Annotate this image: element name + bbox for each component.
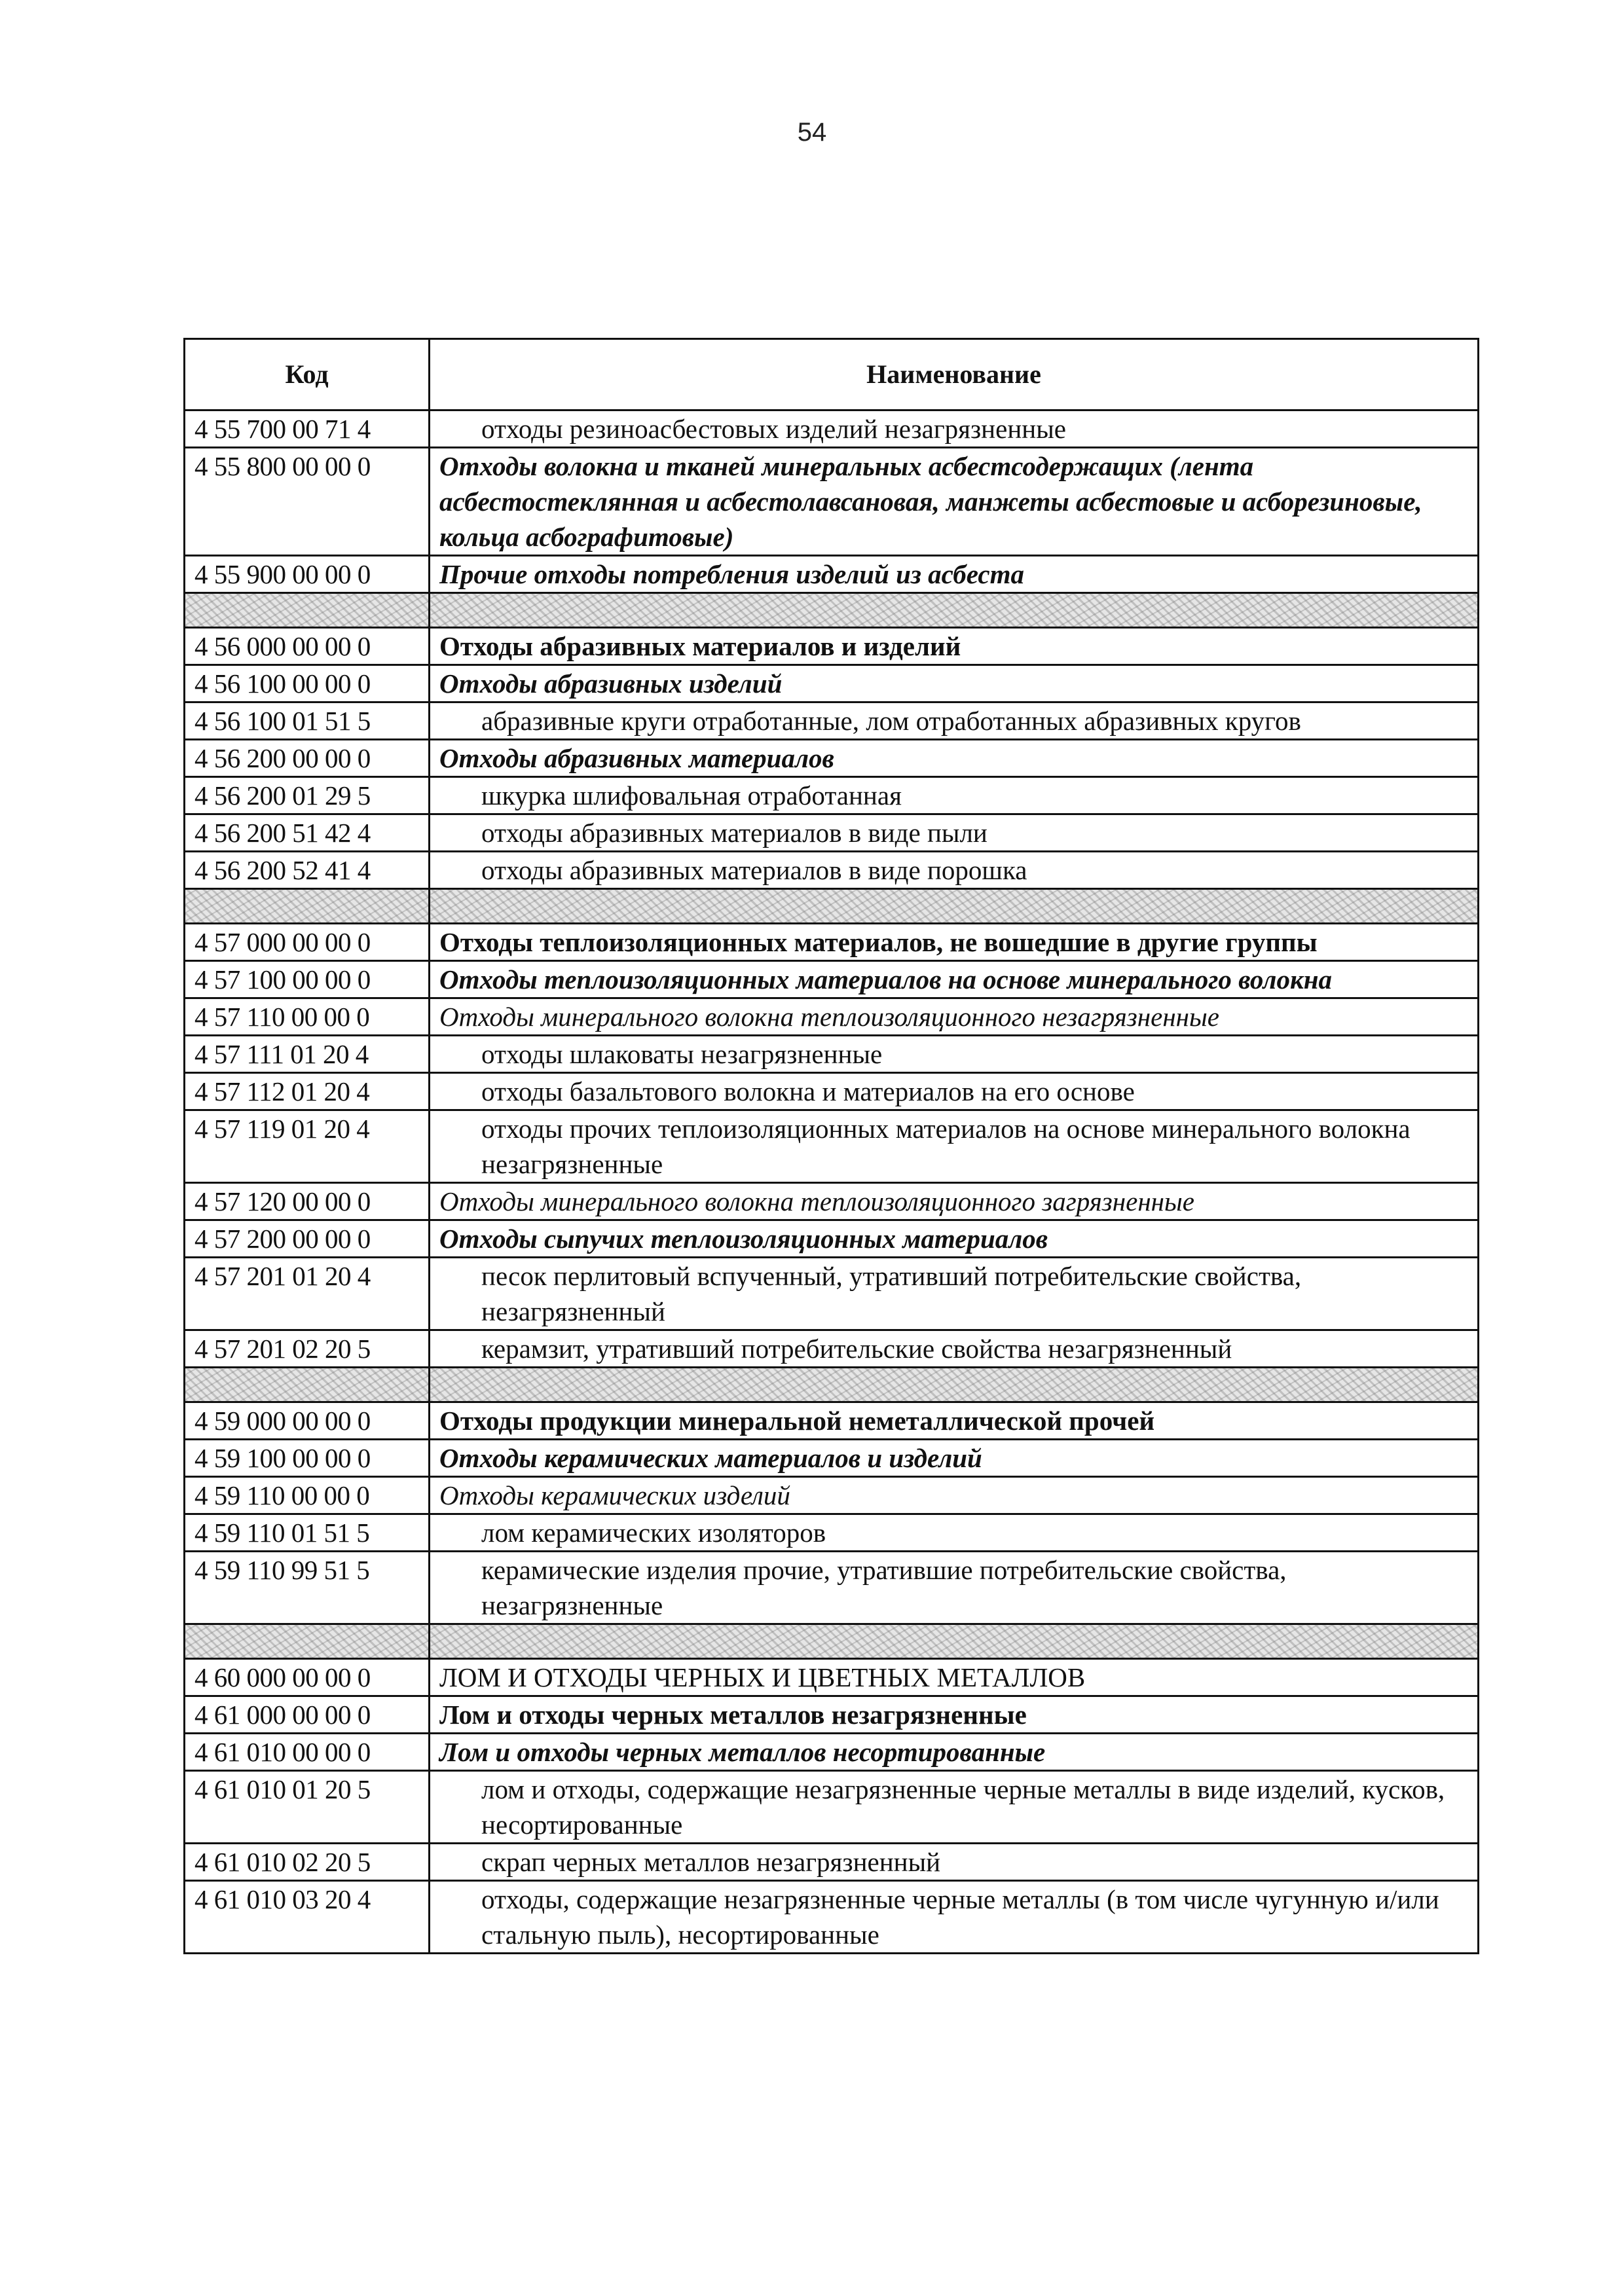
code-cell: 4 61 010 00 00 0 xyxy=(185,1734,430,1771)
table-row xyxy=(185,1696,1479,1734)
table-row xyxy=(185,410,1479,448)
name-cell: отходы абразивных материалов в виде пыли xyxy=(430,814,1479,852)
table-row xyxy=(185,556,1479,593)
table-row xyxy=(185,1440,1479,1477)
code-cell: 4 57 119 01 20 4 xyxy=(185,1110,430,1183)
code-cell: 4 57 110 00 00 0 xyxy=(185,998,430,1036)
code-cell: 4 61 000 00 00 0 xyxy=(185,1696,430,1734)
name-cell: Прочие отходы потребления изделий из асбеста xyxy=(430,556,1479,593)
name-cell: Отходы волокна и тканей минеральных асбестсодержащих (лента асбестостеклянная и асбестолавсановая, манжеты асбестовые и асборезиновые, кольца асбографитовые) xyxy=(430,448,1479,556)
table-row xyxy=(185,1036,1479,1073)
name-cell: Отходы абразивных материалов и изделий xyxy=(430,628,1479,665)
table-row xyxy=(185,1110,1479,1183)
code-cell: 4 55 800 00 00 0 xyxy=(185,448,430,556)
code-cell xyxy=(185,1624,430,1659)
table-row xyxy=(185,961,1479,998)
table-row xyxy=(185,924,1479,961)
waste-classification-table xyxy=(183,338,1479,1954)
code-cell: 4 57 100 00 00 0 xyxy=(185,961,430,998)
separator-row xyxy=(185,1368,1479,1402)
name-cell: Отходы абразивных изделий xyxy=(430,665,1479,702)
table-row xyxy=(185,1258,1479,1330)
name-cell: песок перлитовый вспученный, утративший потребительские свойства, незагрязненный xyxy=(430,1258,1479,1330)
name-cell: лом керамических изоляторов xyxy=(430,1514,1479,1552)
name-cell: лом и отходы, содержащие незагрязненные черные металлы в виде изделий, кусков, несортированные xyxy=(430,1771,1479,1844)
table-header-row xyxy=(185,339,1479,410)
table-body xyxy=(185,410,1479,1954)
code-cell: 4 57 111 01 20 4 xyxy=(185,1036,430,1073)
name-cell: Лом и отходы черных металлов несортированные xyxy=(430,1734,1479,1771)
code-cell: 4 55 700 00 71 4 xyxy=(185,410,430,448)
name-cell xyxy=(430,1624,1479,1659)
separator-row xyxy=(185,889,1479,924)
column-header-name: Наименование xyxy=(430,339,1479,410)
table-row xyxy=(185,1844,1479,1881)
code-cell: 4 59 110 01 51 5 xyxy=(185,1514,430,1552)
table-row xyxy=(185,1183,1479,1220)
table-row xyxy=(185,1477,1479,1514)
table-row xyxy=(185,740,1479,777)
code-cell: 4 59 100 00 00 0 xyxy=(185,1440,430,1477)
table-row xyxy=(185,998,1479,1036)
code-cell: 4 61 010 02 20 5 xyxy=(185,1844,430,1881)
name-cell: отходы базальтового волокна и материалов на его основе xyxy=(430,1073,1479,1110)
table-row xyxy=(185,1330,1479,1368)
table-row xyxy=(185,628,1479,665)
table-row xyxy=(185,1771,1479,1844)
table-row xyxy=(185,665,1479,702)
code-cell xyxy=(185,593,430,628)
code-cell: 4 61 010 01 20 5 xyxy=(185,1771,430,1844)
name-cell: Отходы абразивных материалов xyxy=(430,740,1479,777)
table-row xyxy=(185,852,1479,889)
name-cell: отходы, содержащие незагрязненные черные металлы (в том числе чугунную и/или стальную пыль), несортированные xyxy=(430,1881,1479,1954)
name-cell: Отходы теплоизоляционных материалов на основе минерального волокна xyxy=(430,961,1479,998)
code-cell: 4 60 000 00 00 0 xyxy=(185,1659,430,1696)
table-row xyxy=(185,1552,1479,1624)
code-cell: 4 57 201 01 20 4 xyxy=(185,1258,430,1330)
name-cell xyxy=(430,1368,1479,1402)
name-cell: Отходы минерального волокна теплоизоляционного загрязненные xyxy=(430,1183,1479,1220)
code-cell: 4 59 110 99 51 5 xyxy=(185,1552,430,1624)
name-cell: отходы абразивных материалов в виде порошка xyxy=(430,852,1479,889)
code-cell: 4 59 110 00 00 0 xyxy=(185,1477,430,1514)
code-cell: 4 56 100 00 00 0 xyxy=(185,665,430,702)
code-cell: 4 57 112 01 20 4 xyxy=(185,1073,430,1110)
table-row xyxy=(185,777,1479,814)
table-row xyxy=(185,1514,1479,1552)
name-cell: Отходы теплоизоляционных материалов, не вошедшие в другие группы xyxy=(430,924,1479,961)
page-number: 54 xyxy=(797,118,827,147)
name-cell: отходы шлаковаты незагрязненные xyxy=(430,1036,1479,1073)
table-row xyxy=(185,1881,1479,1954)
code-cell xyxy=(185,1368,430,1402)
name-cell: керамзит, утративший потребительские свойства незагрязненный xyxy=(430,1330,1479,1368)
code-cell: 4 56 000 00 00 0 xyxy=(185,628,430,665)
table-row xyxy=(185,1659,1479,1696)
code-cell: 4 61 010 03 20 4 xyxy=(185,1881,430,1954)
code-cell: 4 56 200 01 29 5 xyxy=(185,777,430,814)
name-cell: отходы резиноасбестовых изделий незагрязненные xyxy=(430,410,1479,448)
code-cell: 4 57 200 00 00 0 xyxy=(185,1220,430,1258)
table-row xyxy=(185,702,1479,740)
code-cell: 4 57 201 02 20 5 xyxy=(185,1330,430,1368)
code-cell: 4 59 000 00 00 0 xyxy=(185,1402,430,1440)
separator-row xyxy=(185,1624,1479,1659)
table-row xyxy=(185,1220,1479,1258)
name-cell: шкурка шлифовальная отработанная xyxy=(430,777,1479,814)
name-cell: абразивные круги отработанные, лом отработанных абразивных кругов xyxy=(430,702,1479,740)
code-cell xyxy=(185,889,430,924)
code-cell: 4 57 000 00 00 0 xyxy=(185,924,430,961)
name-cell: Отходы продукции минеральной неметаллической прочей xyxy=(430,1402,1479,1440)
code-cell: 4 56 200 52 41 4 xyxy=(185,852,430,889)
name-cell: Отходы керамических материалов и изделий xyxy=(430,1440,1479,1477)
name-cell xyxy=(430,593,1479,628)
table-row xyxy=(185,814,1479,852)
separator-row xyxy=(185,593,1479,628)
code-cell: 4 56 200 51 42 4 xyxy=(185,814,430,852)
name-cell: Отходы сыпучих теплоизоляционных материалов xyxy=(430,1220,1479,1258)
column-header-code: Код xyxy=(185,339,430,410)
name-cell: ЛОМ И ОТХОДЫ ЧЕРНЫХ И ЦВЕТНЫХ МЕТАЛЛОВ xyxy=(430,1659,1479,1696)
table-row xyxy=(185,1734,1479,1771)
code-cell: 4 55 900 00 00 0 xyxy=(185,556,430,593)
code-cell: 4 56 200 00 00 0 xyxy=(185,740,430,777)
name-cell: Лом и отходы черных металлов незагрязненные xyxy=(430,1696,1479,1734)
name-cell: скрап черных металлов незагрязненный xyxy=(430,1844,1479,1881)
name-cell xyxy=(430,889,1479,924)
name-cell: керамические изделия прочие, утратившие потребительские свойства, незагрязненные xyxy=(430,1552,1479,1624)
code-cell: 4 56 100 01 51 5 xyxy=(185,702,430,740)
table-row xyxy=(185,1073,1479,1110)
table-row xyxy=(185,1402,1479,1440)
table-row xyxy=(185,448,1479,556)
code-cell: 4 57 120 00 00 0 xyxy=(185,1183,430,1220)
name-cell: отходы прочих теплоизоляционных материалов на основе минерального волокна незагрязненные xyxy=(430,1110,1479,1183)
name-cell: Отходы минерального волокна теплоизоляционного незагрязненные xyxy=(430,998,1479,1036)
name-cell: Отходы керамических изделий xyxy=(430,1477,1479,1514)
